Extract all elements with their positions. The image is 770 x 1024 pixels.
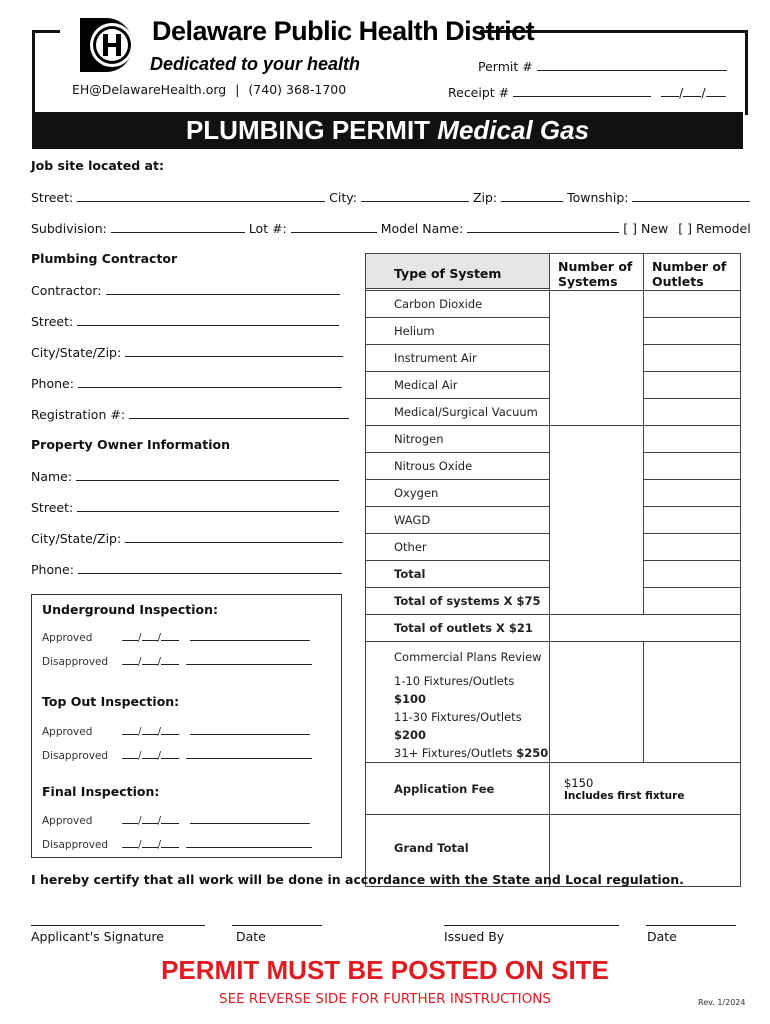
owner-street-input[interactable]	[77, 499, 339, 512]
fixture-tier: 1-10 Fixtures/Outlets $100	[394, 674, 515, 706]
outlets-cell[interactable]	[644, 507, 741, 534]
systems-count-cell[interactable]	[550, 291, 644, 426]
final-approved-signature[interactable]	[190, 811, 310, 824]
form-subtitle: Medical Gas	[437, 115, 590, 145]
contractor-registration-label: Registration #:	[31, 407, 126, 422]
outlets-cell[interactable]	[644, 480, 741, 507]
permit-number-field[interactable]	[478, 58, 727, 74]
contact-phone: (740) 368-1700	[248, 82, 347, 97]
certification-statement: I hereby certify that all work will be done in accordance with the State and Local regulation.	[31, 872, 684, 887]
system-fee-table	[365, 253, 741, 887]
outlets-cell[interactable]	[644, 399, 741, 426]
applicant-date-line[interactable]	[232, 925, 322, 926]
systems-count-cell[interactable]	[550, 426, 644, 615]
contractor-field	[31, 282, 341, 298]
col-header-outlets: Number of Outlets	[644, 254, 741, 291]
job-site-heading: Job site located at:	[31, 158, 164, 173]
owner-city-input[interactable]	[125, 530, 343, 543]
system-wagd: WAGD	[366, 507, 550, 534]
commercial-review-cell	[366, 642, 550, 763]
job-street-input[interactable]	[77, 189, 325, 202]
job-zip-label: Zip:	[472, 190, 498, 205]
application-fee-cell	[550, 763, 741, 815]
contractor-phone-input[interactable]	[78, 375, 342, 388]
topout-approved-signature[interactable]	[190, 722, 310, 735]
owner-street-field	[31, 499, 339, 515]
form-title-bar	[32, 112, 743, 149]
system-medical-surgical-vacuum: Medical/Surgical Vacuum	[366, 399, 550, 426]
applicant-date-label: Date	[236, 929, 266, 944]
application-fee-label: Application Fee	[366, 763, 550, 815]
topout-approved-label: Approved	[42, 726, 93, 738]
contact-email: EH@DelawareHealth.org	[72, 82, 227, 97]
outlets-cell[interactable]	[644, 318, 741, 345]
job-street-label: Street:	[31, 190, 74, 205]
issued-date-line[interactable]	[646, 925, 736, 926]
underground-inspection-heading: Underground Inspection:	[42, 602, 219, 617]
total-systems-fee-cell[interactable]	[644, 588, 741, 615]
application-fee-amount: $150	[564, 775, 594, 790]
fixture-tier: 11-30 Fixtures/Outlets $200	[394, 710, 522, 742]
remodel-checkbox[interactable]: [ ] Remodel	[678, 221, 751, 236]
contractor-city-label: City/State/Zip:	[31, 345, 122, 360]
lot-label: Lot #:	[248, 221, 287, 236]
topout-disapproved-signature[interactable]	[186, 746, 312, 759]
system-medical-air: Medical Air	[366, 372, 550, 399]
receipt-number-field[interactable]: Receipt # / /	[448, 84, 726, 100]
table-row	[366, 291, 741, 318]
underground-approved-row: Approved / /	[42, 628, 310, 644]
subdivision-label: Subdivision:	[31, 221, 107, 236]
contractor-street-field	[31, 313, 339, 329]
owner-name-field	[31, 468, 339, 484]
permit-number-label: Permit #	[478, 59, 533, 74]
dphd-logo-icon	[76, 14, 146, 76]
col-header-systems: Number of Systems	[550, 254, 644, 291]
contractor-name-label: Contractor:	[31, 283, 102, 298]
outlets-cell[interactable]	[644, 426, 741, 453]
model-name-input[interactable]	[467, 220, 619, 233]
contractor-city-input[interactable]	[125, 344, 343, 357]
outlets-cell[interactable]	[644, 372, 741, 399]
job-site-row-1	[31, 189, 750, 205]
applicant-signature-line[interactable]	[31, 925, 205, 926]
job-site-row-2	[31, 220, 751, 236]
org-tagline: Dedicated to your health	[150, 54, 361, 74]
contractor-street-label: Street:	[31, 314, 74, 329]
contractor-heading: Plumbing Contractor	[31, 251, 178, 266]
new-checkbox[interactable]: [ ] New	[623, 221, 669, 236]
total-row-label: Total	[366, 561, 550, 588]
total-outlets-fee-label: Total of outlets X $21	[366, 615, 550, 642]
underground-approved-signature[interactable]	[190, 628, 310, 641]
contractor-registration-input[interactable]	[129, 406, 349, 419]
form-title: PLUMBING PERMIT	[185, 115, 431, 145]
job-township-label: Township:	[567, 190, 629, 205]
issued-by-line[interactable]	[444, 925, 619, 926]
system-instrument-air: Instrument Air	[366, 345, 550, 372]
lot-input[interactable]	[291, 220, 377, 233]
applicant-signature-label: Applicant's Signature	[31, 929, 164, 944]
total-outlets-fee-cell[interactable]	[550, 615, 741, 642]
underground-disapproved-row: Disapproved / /	[42, 652, 312, 668]
application-fee-note: Includes first fixture	[564, 789, 685, 802]
system-other: Other	[366, 534, 550, 561]
owner-name-input[interactable]	[76, 468, 339, 481]
contractor-city-field	[31, 344, 343, 360]
job-city-input[interactable]	[361, 189, 469, 202]
table-row	[366, 615, 741, 642]
posting-notice: PERMIT MUST BE POSTED ON SITE	[161, 955, 609, 985]
owner-street-label: Street:	[31, 500, 74, 515]
final-approved-label: Approved	[42, 815, 93, 827]
contact-separator: |	[235, 82, 240, 97]
final-disapproved-label: Disapproved	[42, 839, 109, 851]
contractor-name-input[interactable]	[106, 282, 340, 295]
owner-phone-field	[31, 561, 342, 577]
topout-disapproved-row: Disapproved / /	[42, 746, 312, 762]
subdivision-input[interactable]	[111, 220, 245, 233]
total-outlets-cell[interactable]	[644, 561, 741, 588]
table-row	[366, 642, 741, 763]
outlets-cell[interactable]	[644, 345, 741, 372]
system-nitrogen: Nitrogen	[366, 426, 550, 453]
system-carbon-dioxide: Carbon Dioxide	[366, 291, 550, 318]
contractor-phone-field	[31, 375, 342, 391]
system-nitrous-oxide: Nitrous Oxide	[366, 453, 550, 480]
revision-date: Rev. 1/2024	[698, 998, 746, 1007]
underground-disapproved-label: Disapproved	[42, 656, 109, 668]
grand-total-label: Grand Total	[366, 815, 550, 887]
commercial-review-outlets-cell[interactable]	[644, 642, 741, 763]
job-zip-input[interactable]	[501, 189, 563, 202]
owner-city-field	[31, 530, 343, 546]
commercial-review-label: Commercial Plans Review	[394, 650, 542, 664]
final-inspection-heading: Final Inspection:	[42, 784, 160, 799]
topout-approved-row: Approved / /	[42, 722, 310, 738]
fixture-tier: 31+ Fixtures/Outlets $250	[394, 746, 549, 760]
outlets-cell[interactable]	[644, 453, 741, 480]
contractor-street-input[interactable]	[77, 313, 339, 326]
total-systems-fee-label: Total of systems X $75	[366, 588, 550, 615]
issued-by-label: Issued By	[444, 929, 505, 944]
underground-disapproved-signature[interactable]	[186, 652, 312, 665]
contractor-phone-label: Phone:	[31, 376, 74, 391]
final-approved-row: Approved / /	[42, 811, 310, 827]
org-name: Delaware Public Health District	[152, 16, 535, 46]
owner-phone-input[interactable]	[78, 561, 342, 574]
receipt-number-label: Receipt #	[448, 85, 510, 100]
model-name-label: Model Name:	[380, 221, 464, 236]
col-header-type: Type of System	[366, 254, 550, 289]
owner-name-label: Name:	[31, 469, 73, 484]
job-city-label: City:	[329, 190, 357, 205]
final-disapproved-signature[interactable]	[186, 835, 312, 848]
contractor-registration-field	[31, 406, 349, 422]
owner-phone-label: Phone:	[31, 562, 74, 577]
commercial-review-systems-cell[interactable]	[550, 642, 644, 763]
contact-line	[72, 82, 346, 97]
underground-approved-label: Approved	[42, 632, 93, 644]
system-oxygen: Oxygen	[366, 480, 550, 507]
outlets-cell[interactable]	[644, 534, 741, 561]
topout-disapproved-label: Disapproved	[42, 750, 109, 762]
owner-city-label: City/State/Zip:	[31, 531, 122, 546]
final-disapproved-row: Disapproved / /	[42, 835, 312, 851]
issued-date-label: Date	[647, 929, 677, 944]
outlets-cell[interactable]	[644, 291, 741, 318]
topout-inspection-heading: Top Out Inspection:	[42, 694, 180, 709]
system-helium: Helium	[366, 318, 550, 345]
owner-heading: Property Owner Information	[31, 437, 230, 452]
reverse-side-notice: SEE REVERSE SIDE FOR FURTHER INSTRUCTIONS	[219, 991, 551, 1007]
table-row	[366, 426, 741, 453]
job-township-input[interactable]	[632, 189, 750, 202]
table-row	[366, 763, 741, 815]
